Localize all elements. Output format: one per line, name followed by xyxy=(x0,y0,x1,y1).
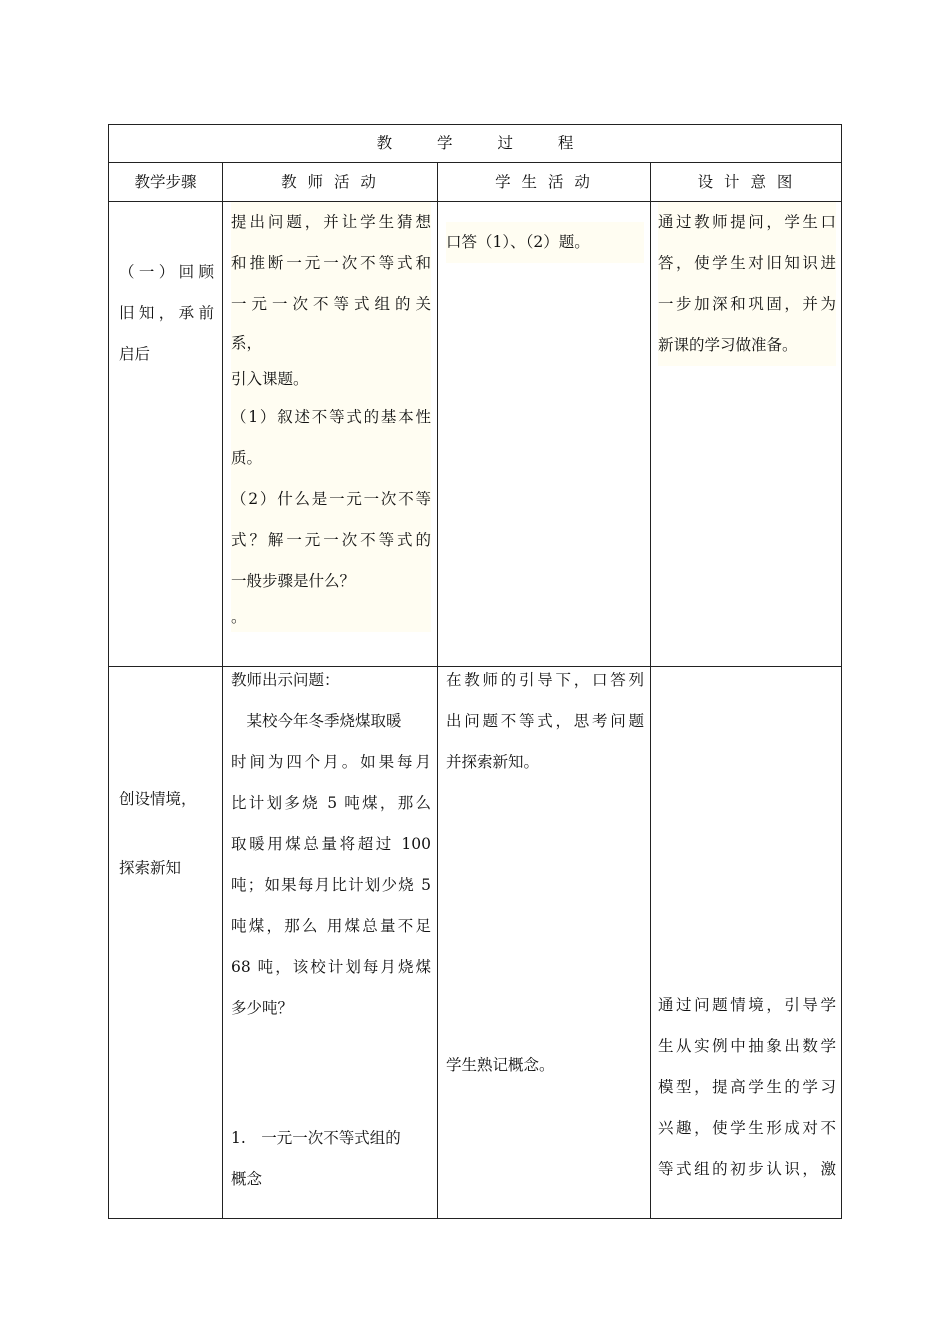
row1-design-intent xyxy=(658,202,836,366)
text-line: 提出问题，并让学生猜想 xyxy=(231,213,431,231)
header-student-activity: 学 生 活 动 xyxy=(495,173,593,191)
row1-step xyxy=(119,252,214,375)
row2-design-intent xyxy=(658,985,836,1190)
row2-student-activity xyxy=(446,660,644,783)
text-line: 探索新知 xyxy=(119,859,182,877)
text-line: 模型，提高学生的学习 xyxy=(658,1078,836,1096)
text-line: 质。 xyxy=(231,449,263,467)
text-line: 通过问题情境，引导学 xyxy=(658,996,836,1014)
text-line: 教师出示问题： xyxy=(231,671,340,689)
column-divider-3 xyxy=(650,162,651,1218)
column-divider-2 xyxy=(437,162,438,1218)
text-line: 一步加深和巩固，并为 xyxy=(658,295,836,313)
text-line: 在教师的引导下，口答列 xyxy=(446,671,644,689)
text-line: 1. 一元一次不等式组的 xyxy=(231,1129,401,1147)
text-line: 一元一次不等式组的关 xyxy=(231,295,431,313)
text-line: 等式组的初步认识，激 xyxy=(658,1160,836,1178)
header-teaching-steps: 教学步骤 xyxy=(134,173,197,191)
text-line: （1）叙述不等式的基本性 xyxy=(231,408,431,426)
row1-teacher-activity xyxy=(231,202,431,632)
text-line: 生从实例中抽象出数学 xyxy=(658,1037,836,1055)
text-line: （一）回顾 xyxy=(119,263,214,281)
row1-student-activity xyxy=(446,222,644,263)
text-line: 创设情境， xyxy=(119,790,197,808)
text-line: 时间为四个月。如果每月 xyxy=(231,753,431,771)
row2-student-activity-2 xyxy=(446,1045,644,1086)
text-line: 兴趣，使学生形成对不 xyxy=(658,1119,836,1137)
row2-teacher-concept-item xyxy=(231,1118,431,1200)
text-line: 概念 xyxy=(231,1170,263,1188)
row2-step xyxy=(119,765,214,903)
text-line: 某校今年冬季烧煤取暖 xyxy=(231,712,402,730)
text-line: 新课的学习做准备。 xyxy=(658,336,798,354)
text-line: 出问题不等式，思考问题 xyxy=(446,712,644,730)
text-line: 式？解一元一次不等式的 xyxy=(231,531,431,549)
text-line: 答，使学生对旧知识进 xyxy=(658,254,836,272)
text-line: 通过教师提问，学生口 xyxy=(658,213,836,231)
text-line: 比计划多烧 5 吨煤，那么 xyxy=(231,794,431,812)
text-line: 多少吨？ xyxy=(231,999,294,1017)
text-line: 系， xyxy=(231,334,263,352)
text-line: （2）什么是一元一次不等 xyxy=(231,490,431,508)
table-title: 教 学 过 程 xyxy=(376,134,594,152)
text-line: 旧知，承前 xyxy=(119,304,214,322)
text-line: 和推断一元一次不等式和 xyxy=(231,254,431,272)
header-teacher-activity: 教 师 活 动 xyxy=(281,173,379,191)
text-line: 一般步骤是什么？ xyxy=(231,572,356,590)
text-line: 吨煤，那么 用煤总量不足 xyxy=(231,917,431,935)
text-line: 68 吨，该校计划每月烧煤 xyxy=(231,958,431,976)
text-line: 并探索新知。 xyxy=(446,753,540,771)
header-design-intent: 设 计 意 图 xyxy=(697,173,796,191)
text-line: 取暖用煤总量将超过 100 xyxy=(231,835,431,853)
text-line: 引入课题。 xyxy=(231,370,309,388)
text-line: 口答（1）、（2）题。 xyxy=(446,233,590,251)
text-line: 启后 xyxy=(119,345,151,363)
column-divider-1 xyxy=(222,162,223,1218)
lesson-process-table xyxy=(108,124,842,1219)
text-line: 吨；如果每月比计划少烧 5 xyxy=(231,876,431,894)
text-line: 。 xyxy=(231,608,247,626)
row2-teacher-activity xyxy=(231,660,431,1029)
text-line: 学生熟记概念。 xyxy=(446,1056,555,1074)
